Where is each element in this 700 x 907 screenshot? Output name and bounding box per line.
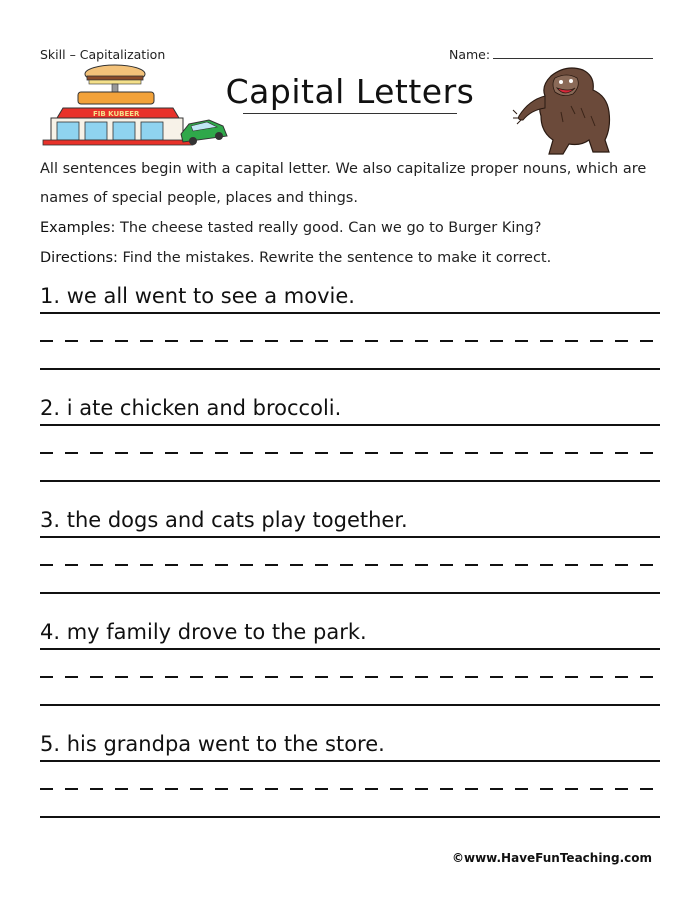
question-text: 1. we all went to see a movie. [40, 284, 355, 308]
copyright-footer: ©www.HaveFunTeaching.com [452, 851, 652, 865]
question-text: 4. my family drove to the park. [40, 620, 367, 644]
question-text: 2. i ate chicken and broccoli. [40, 396, 342, 420]
question-2 [0, 396, 700, 508]
gorilla-illustration [511, 56, 627, 156]
writing-base-line [40, 816, 660, 818]
question-text: 3. the dogs and cats play together. [40, 508, 408, 532]
writing-mid-dashed-line [40, 788, 660, 790]
writing-base-line [40, 480, 660, 482]
skill-label: Skill – Capitalization [40, 47, 166, 62]
question-1 [0, 284, 700, 396]
writing-top-line[interactable] [40, 648, 660, 650]
burger-restaurant-illustration [33, 64, 229, 148]
writing-base-line [40, 368, 660, 370]
writing-top-line[interactable] [40, 424, 660, 426]
writing-mid-dashed-line [40, 564, 660, 566]
question-3 [0, 508, 700, 620]
question-5 [0, 732, 700, 844]
writing-top-line[interactable] [40, 760, 660, 762]
writing-base-line [40, 704, 660, 706]
examples-text: The cheese tasted really good. Can we go to Burger King? [115, 220, 542, 236]
svg-text:FIB KUBEER: FIB KUBEER [93, 110, 140, 118]
name-label: Name: [449, 47, 491, 62]
directions-text: Find the mistakes. Rewrite the sentence to make it correct. [117, 250, 552, 266]
question-text: 5. his grandpa went to the store. [40, 732, 385, 756]
writing-top-line[interactable] [40, 312, 660, 314]
directions-line [40, 248, 551, 268]
examples-label: Examples: [40, 220, 116, 236]
page-title: Capital Letters [225, 72, 475, 111]
examples-line [40, 218, 541, 238]
writing-mid-dashed-line [40, 452, 660, 454]
writing-mid-dashed-line [40, 676, 660, 678]
writing-top-line[interactable] [40, 536, 660, 538]
intro-line-1: All sentences begin with a capital letter. We also capitalize proper nouns, which are [40, 161, 647, 177]
intro-line-2: names of special people, places and things. [40, 190, 358, 206]
writing-mid-dashed-line [40, 340, 660, 342]
question-4 [0, 620, 700, 732]
title-underline [243, 113, 457, 114]
writing-base-line [40, 592, 660, 594]
directions-label: Directions: [40, 250, 118, 266]
